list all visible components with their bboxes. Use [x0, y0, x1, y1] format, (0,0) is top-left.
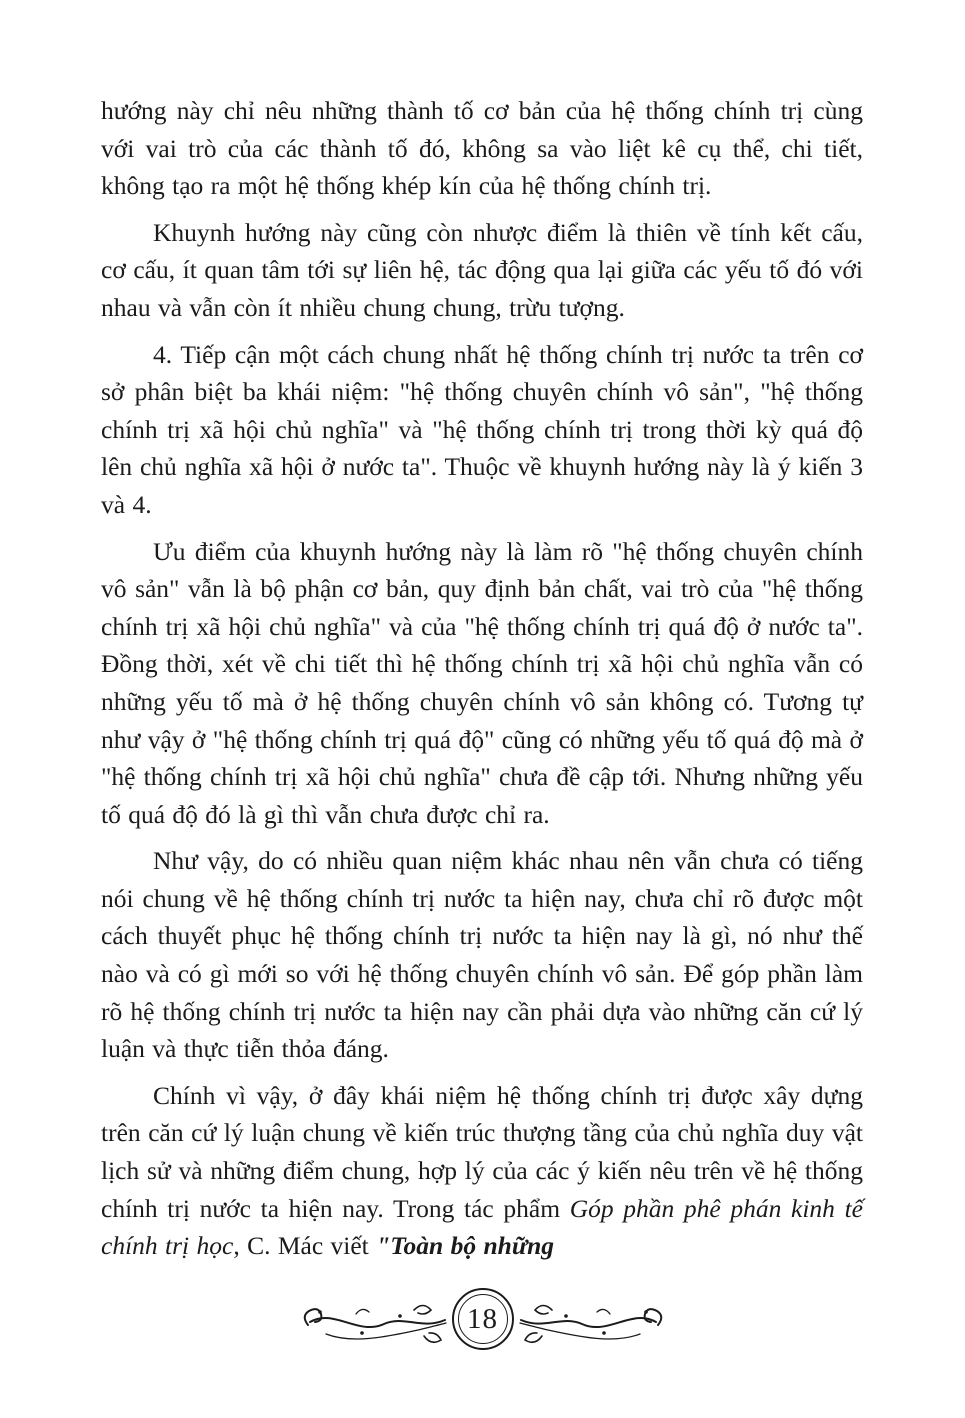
flourish-left-icon — [298, 1284, 448, 1354]
work-title-italic: Góp phần phê phán kinh tế chính trị học — [101, 1193, 863, 1261]
paragraph-text: Như vậy, do có nhiều quan niệm khác nhau nên vẫn chưa có tiếng nói chung về hệ thống chính trị nước ta hiện nay, chưa chỉ rõ được một cách thuyết phục hệ thống chính trị nước ta hiện nay là gì, nó như thế nào và có gì mới so với hệ thống chuyên chính vô sản. Để góp phần làm rõ hệ thống chính trị nước ta hiện nay cần phải dựa vào những căn cứ lý luận và thực tiễn thỏa đáng. — [101, 846, 863, 1064]
paragraph — [101, 1077, 863, 1265]
text-block — [101, 92, 863, 1274]
paragraph-text: 4. Tiếp cận một cách chung nhất hệ thống chính trị nước ta trên cơ sở phân biệt ba khái niệm: "hệ thống chuyên chính vô sản", "hệ thống chính trị xã hội chủ nghĩa" và "hệ thống chính trị trong thời kỳ quá độ lên chủ nghĩa xã hội ở nước ta". Thuộc về khuynh hướng này là ý kiến 3 và 4. — [101, 339, 863, 519]
page-footer — [0, 1284, 965, 1354]
page-number-ring — [458, 1294, 508, 1344]
paragraph — [101, 842, 863, 1068]
paragraph-text: hướng này chỉ nêu những thành tố cơ bản của hệ thống chính trị cùng với vai trò của các thành tố đó, không sa vào liệt kê cụ thể, chi tiết, không tạo ra một hệ thống khép kín của hệ thống chính trị. — [101, 96, 863, 201]
paragraph-text: Ưu điểm của khuynh hướng này là làm rõ "hệ thống chuyên chính vô sản" vẫn là bộ phận cơ bản, quy định bản chất, vai trò của "hệ thống chính trị xã hội chủ nghĩa" và của "hệ thống chính trị quá độ ở nước ta". Đồng thời, xét về chi tiết thì hệ thống chính trị xã hội chủ nghĩa vẫn có những yếu tố mà ở hệ thống chuyên chính vô sản không có. Tương tự như vậy ở "hệ thống chính trị quá độ" cũng có những yếu tố quá độ mà ở "hệ thống chính trị xã hội chủ nghĩa" chưa đề cập tới. Nhưng những yếu tố quá độ đó là gì thì vẫn chưa được chỉ ra. — [101, 536, 863, 829]
paragraph — [101, 92, 863, 205]
flourish-right-icon — [518, 1284, 668, 1354]
page-number-badge — [452, 1288, 514, 1350]
paragraph — [101, 533, 863, 834]
paragraph — [101, 214, 863, 327]
page-number: 18 — [467, 1302, 498, 1335]
paragraph — [101, 336, 863, 524]
paragraph-text: , C. Mác viết — [233, 1231, 377, 1261]
paragraph-text: Khuynh hướng này cũng còn nhược điểm là thiên về tính kết cấu, cơ cấu, ít quan tâm tới sự liên hệ, tác động qua lại giữa các yếu tố đó với nhau và vẫn còn ít nhiều chung chung, trừu tượng. — [101, 217, 863, 322]
paragraph-text: Chính vì vậy, ở đây khái niệm hệ thống chính trị được xây dựng trên căn cứ lý luận chung về kiến trúc thượng tầng của chủ nghĩa duy vật lịch sử và những điểm chung, hợp lý của các ý kiến nêu trên về hệ thống chính trị nước ta hiện nay. Trong tác phẩm — [101, 1080, 863, 1223]
quote-start-bold-italic: "Toàn bộ những — [376, 1231, 555, 1261]
